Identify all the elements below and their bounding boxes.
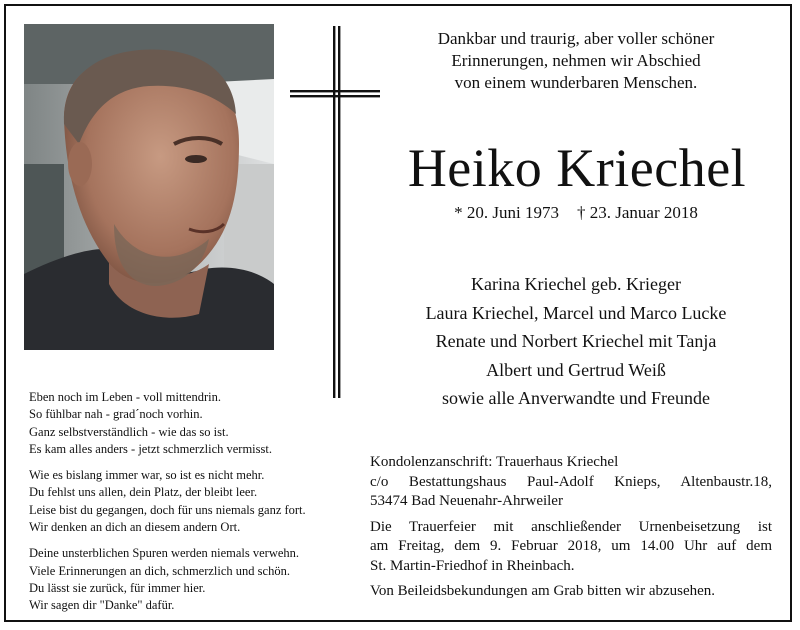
family-line: Albert und Gertrud Weiß [486,359,666,380]
poem [29,389,359,624]
intro-line: von einem wunderbaren Menschen. [454,73,698,92]
poem-line: Viele Erinnerungen an dich, schmerzlich und schön. [29,563,290,578]
family-line: sowie alle Anverwandte und Freunde [442,388,710,408]
family-line: Karina Kriechel geb. Krieger [471,274,681,294]
poem-line: Wir denken an dich an diesem andern Ort. [29,520,241,535]
intro-line: Dankbar und traurig, aber voller schöner [437,29,715,48]
poem-line: Leise bist du gegangen, doch für uns niemals ganz fort. [29,502,306,517]
ceremony-line: am Freitag, dem 9. Februar 2018, um 14.00 Uhr auf dem [370,538,772,554]
family-line: Renate und Norbert Kriechel mit Tanja [435,331,717,351]
condolence-line: c/o Bestattungshaus Paul-Adolf Knieps, Altenbaustr.18, [370,473,772,490]
poem-line: Wie es bislang immer war, so ist es nicht mehr. [29,468,265,483]
condolence-address [370,453,772,512]
poem-line: Es kam alles anders - jetzt schmerzlich vermisst. [29,441,272,456]
ceremony-line: St. Martin-Friedhof in Rheinbach. [370,557,575,574]
ceremony-line: Die Trauerfeier mit anschließender Urnenbeisetzung ist [370,518,772,535]
poem-line: So fühlbar nah - grad´noch vorhin. [29,407,203,422]
poem-line: Ganz selbstverständlich - wie das so ist. [29,424,229,439]
intro-line: Erinnerungen, nehmen wir Abschied [451,51,701,70]
life-dates [376,202,776,224]
condolence-note: Von Beileidsbekundungen am Grab bitten wir abzusehen. [370,583,716,599]
poem-stanza [29,467,359,536]
deceased-name: Heiko Kriechel [407,138,747,198]
birth-date: * 20. Juni 1973 [454,203,559,222]
poem-stanza [29,389,359,458]
poem-line: Du lässt sie zurück, für immer hier. [29,580,206,595]
portrait-photo [24,24,274,350]
poem-line: Wir sagen dir "Danke" dafür. [29,598,175,613]
info-section [370,453,772,602]
poem-line: Du fehlst uns allen, dein Platz, der bleibt leer. [29,485,258,500]
family-line: Laura Kriechel, Marcel und Marco Lucke [425,302,727,323]
poem-stanza [29,545,359,614]
ceremony-details [370,518,772,577]
poem-line: Deine unsterblichen Spuren werden niemals verwehn. [29,546,300,561]
family-list [370,270,782,413]
death-date: † 23. Januar 2018 [576,203,698,222]
condolence-line: 53474 Bad Neuenahr-Ahrweiler [370,493,563,509]
intro-text [376,28,776,94]
poem-line: Eben noch im Leben - voll mittendrin. [29,390,221,404]
condolence-line: Kondolenzanschrift: Trauerhaus Kriechel [370,454,619,470]
